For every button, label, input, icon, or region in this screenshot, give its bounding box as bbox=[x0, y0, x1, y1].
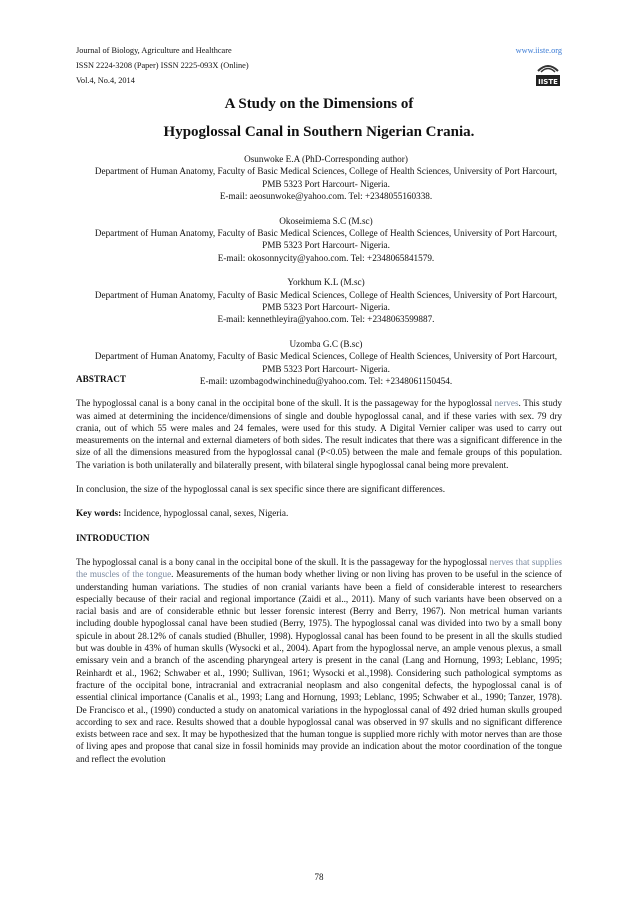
abstract-text-cont: . This study was aimed at determining the incidence/dimensions of single and double hypoglossal canal, and if these varies with sex. 79 dry crania, out of which 55 were males and 24 females, were used for this study. A Digital Vernier caliper was used to carry out measurements on the internal and external diameters of both sides. The result indicates that there was a significant difference in the size of all the dimensions measured from the hypoglossal canal (P<0.05) between the male and female groups of this population. The variation is both unilaterally and bilaterally present, with bilateral single hypoglossal canal being more prevalent. bbox=[76, 398, 562, 470]
author-affiliation: Department of Human Anatomy, Faculty of Basic Medical Sciences, College of Health Sciences, University of Port Harcourt, PMB 5323 Port Harcourt- Nigeria. bbox=[94, 289, 558, 313]
journal-header bbox=[76, 43, 562, 88]
author-contact: E-mail: kennethleyira@yahoo.com. Tel: +2348063599887. bbox=[217, 314, 435, 325]
keywords-line bbox=[76, 507, 562, 519]
iiste-logo-icon bbox=[534, 63, 562, 89]
author-name: Uzomba G.C (B.sc) bbox=[289, 338, 363, 349]
author-block bbox=[86, 276, 566, 326]
abstract-conclusion: In conclusion, the size of the hypoglossal canal is sex specific since there are significant differences. bbox=[76, 484, 445, 495]
abstract-paragraph bbox=[76, 397, 562, 471]
abstract-text: The hypoglossal canal is a bony canal in the occipital bone of the skull. It is the passageway for the hypoglossal bbox=[76, 398, 495, 409]
logo-text: IISTE bbox=[538, 78, 558, 86]
author-affiliation: Department of Human Anatomy, Faculty of Basic Medical Sciences, College of Health Sciences, University of Port Harcourt, PMB 5323 Port Harcourt- Nigeria. bbox=[94, 166, 558, 189]
author-name: Yorkhum K.L (M.sc) bbox=[287, 277, 365, 288]
journal-url-link[interactable]: www.iiste.org bbox=[515, 46, 562, 55]
abstract-highlight-nerves: nerves bbox=[494, 398, 519, 409]
paper-title-line-1: A Study on the Dimensions of bbox=[224, 96, 414, 112]
keywords-text: Incidence, hypoglossal canal, sexes, Nigeria. bbox=[121, 508, 289, 519]
author-list bbox=[86, 153, 566, 400]
author-name: Osunwoke E.A (PhD-Corresponding author) bbox=[244, 154, 408, 164]
author-contact: E-mail: okosonnycity@yahoo.com. Tel: +2348065841579. bbox=[217, 252, 435, 263]
author-block bbox=[86, 215, 566, 265]
page-number: 78 bbox=[314, 872, 324, 882]
author-block bbox=[86, 153, 566, 203]
intro-text: The hypoglossal canal is a bony canal in the occipital bone of the skull. It is the passageway for the hypoglossal bbox=[76, 556, 490, 567]
author-affiliation: Department of Human Anatomy, Faculty of Basic Medical Sciences, College of Health Sciences, University of Port Harcourt, PMB 5323 Port Harcourt- Nigeria. bbox=[94, 228, 558, 251]
keywords-label: Key words: bbox=[76, 508, 122, 519]
author-name: Okoseimiema S.C (M.sc) bbox=[279, 215, 373, 226]
issn-line: ISSN 2224-3208 (Paper) ISSN 2225-093X (Online) bbox=[76, 61, 249, 70]
abstract-heading: ABSTRACT bbox=[76, 374, 127, 384]
introduction-heading: INTRODUCTION bbox=[76, 532, 150, 543]
author-contact: E-mail: aeosunwoke@yahoo.com. Tel: +2348055160338. bbox=[219, 191, 433, 202]
author-contact: E-mail: uzombagodwinchinedu@yahoo.com. Tel: +2348061150454. bbox=[199, 376, 453, 387]
paper-title-line-2: Hypoglossal Canal in Southern Nigerian Crania. bbox=[163, 124, 475, 140]
introduction-paragraph bbox=[76, 556, 562, 765]
author-affiliation: Department of Human Anatomy, Faculty of Basic Medical Sciences, College of Health Sciences, University of Port Harcourt, PMB 5323 Port Harcourt- Nigeria. bbox=[94, 351, 558, 374]
abstract-section bbox=[76, 373, 562, 765]
journal-name: Journal of Biology, Agriculture and Healthcare bbox=[76, 46, 232, 55]
volume-line: Vol.4, No.4, 2014 bbox=[76, 76, 135, 85]
intro-text-cont: . Measurements of the human body whether living or non living has proven to be useful in the science of understanding human variations. The studies of non cranial variants have been a field of considerable interest to researchers especially because of their racial and regional importance (Zaidi et al.., 2011). Many of such variants have been observed on a racial basis and are of considerable ethnic but lesser forensic interest (Berry and Berry, 1967). Non metrical human variants including double hypoglossal canal have been studied (Berry, 1975). The hypoglossal canal was divided into two by a small bony spicule in about 28.12% of canals studied (Bhuller, 1998). Hypoglossal canal has been found to be present in all the skulls studied but was double in 43% of human skulls (Wysocki et al., 2004). Apart from the hypoglossal nerve, an ample venous plexus, a small emissary vein and a branch of the ascending pharyngeal artery is present in the canal (Lang and Hornung, 1993; Leblanc, 1995; Reinhardt et al., 1962; Schwaber et al., 1990; Sullivan, 1961; Wysocki et al.,1998). Considering such pathological symptoms as fracture of the occipital bone, intracranial and extracranial neoplasm and also congenital defects, the hypoglossal canal is of essential clinical importance (Canalis et al., 1993; Lang and Hornung, 1993; Leblanc, 1995; Schwaber et al., 1990; Tanzer, 1978). De Francisco et al., (1990) conducted a study on anatomical variations in the hypoglossal canal of 492 dried human skulls grouped according to sex and race. Results showed that a double hypoglossal canal was observed in 97 skulls and no significant difference exists between race and sex. It may be hypothesized that the human tongue is supplied more richly with motor nerves than are those of living apes and propose that canal size in fossil hominids may provide an indication about the motor coordination of the tongue and reflect the evolution bbox=[76, 569, 562, 764]
intro-highlight: nerves that supplies the muscles of the tongue bbox=[76, 556, 562, 580]
